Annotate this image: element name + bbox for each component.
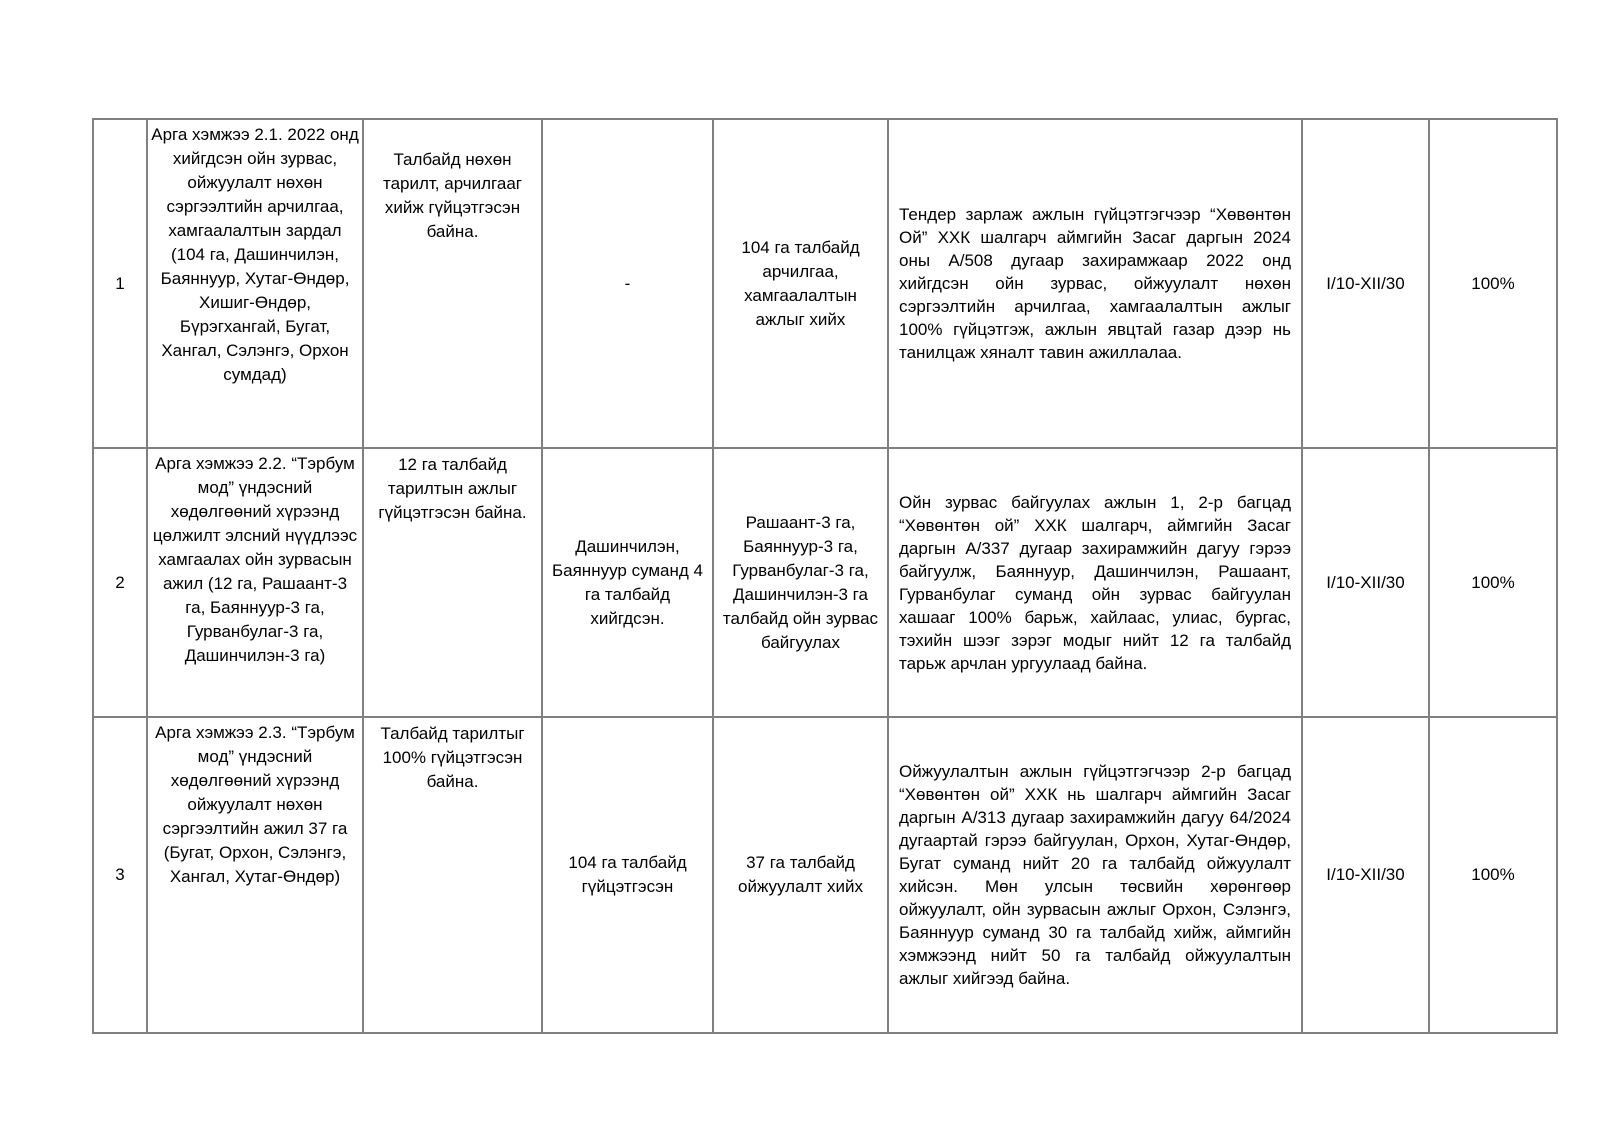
percent-cell: 100% [1429,717,1557,1033]
status-cell: Талбайд нөхөн тарилт, арчилгааг хийж гүйцэтгэсэн байна. [363,119,542,448]
period-cell: I/10-XII/30 [1302,448,1429,717]
details-cell: Ойжуулалтын ажлын гүйцэтгэгчээр 2-р багцад “Хөвөнтөн ой” ХХК нь шалгарч аймгийн Засаг даргын А/313 дугаар захирамжийн дагуу 64/2024 дугаартай гэрээ байгуулан, Орхон, Хутаг-Өндөр, Бугат суманд нийт 20 га талбайд ойжуулалт хийсэн. Мөн улсын төсвийн хөрөнгөөр ойжуулалт, ойн зурвасын ажлыг Орхон, Сэлэнгэ, Баяннуур суманд 30 га талбайд хийж, аймгийн хэмжээнд нийт 50 га талбайд ойжуулалтын ажлыг хийгээд байна. [888,717,1302,1033]
row-number-cell: 2 [93,448,147,717]
period-cell: I/10-XII/30 [1302,119,1429,448]
details-cell: Тендер зарлаж ажлын гүйцэтгэгчээр “Хөвөнтөн Ой” ХХК шалгарч аймгийн Засаг даргын 2024 оны А/508 дугаар захирамжаар 2022 онд хийгдсэн ойн зурвас, ойжуулалт нөхөн сэргээлтийн арчилгаа, хамгаалалтын ажлыг 100% гүйцэтгэж, ажлын явцтай газар дээр нь танилцаж хяналт тавин ажиллалаа. [888,119,1302,448]
period-cell: I/10-XII/30 [1302,717,1429,1033]
details-cell: Ойн зурвас байгуулах ажлын 1, 2-р багцад “Хөвөнтөн ой” ХХК шалгарч, аймгийн Засаг даргын А/337 дугаар захирамжийн дагуу гэрээ байгуулж, Баяннуур, Дашинчилэн, Рашаант, Гурванбулаг суманд ойн зурвас байгуулан хашааг 100% барьж, хайлаас, улиас, бургас, тэхийн шээг зэрэг модыг нийт 12 га талбайд тарьж арчлан ургуулаад байна. [888,448,1302,717]
measure-cell: Арга хэмжээ 2.3. “Тэрбум мод” үндэсний хөдөлгөөний хүрээнд ойжуулалт нөхөн сэргээлтийн ажил 37 га (Бугат, Орхон, Сэлэнгэ, Хангал, Хутаг-Өндөр) [147,717,363,1033]
table-row [93,717,1557,1033]
target-cell: Рашаант-3 га, Баяннуур-3 га, Гурванбулаг-3 га, Дашинчилэн-3 га талбайд ойн зурвас байгуулах [713,448,888,717]
status-cell: 12 га талбайд тарилтын ажлыг гүйцэтгэсэн байна. [363,448,542,717]
target-cell: 104 га талбайд арчилгаа, хамгаалалтын ажлыг хийх [713,119,888,448]
target-cell: 37 га талбайд ойжуулалт хийх [713,717,888,1033]
percent-cell: 100% [1429,119,1557,448]
measure-cell: Арга хэмжээ 2.1. 2022 онд хийгдсэн ойн зурвас, ойжуулалт нөхөн сэргээлтийн арчилгаа, хамгаалалтын зардал (104 га, Дашинчилэн, Баяннуур, Хутаг-Өндөр, Хишиг-Өндөр, Бүрэгхангай, Бугат, Хангал, Сэлэнгэ, Орхон сумдад) [147,119,363,448]
status-cell: Талбайд тарилтыг 100% гүйцэтгэсэн байна. [363,717,542,1033]
baseline-cell: Дашинчилэн, Баяннуур суманд 4 га талбайд хийгдсэн. [542,448,713,717]
percent-cell: 100% [1429,448,1557,717]
baseline-cell: - [542,119,713,448]
table-row [93,119,1557,448]
baseline-cell: 104 га талбайд гүйцэтгэсэн [542,717,713,1033]
activity-report-table [92,118,1558,1034]
row-number-cell: 1 [93,119,147,448]
measure-cell: Арга хэмжээ 2.2. “Тэрбум мод” үндэсний хөдөлгөөний хүрээнд цөлжилт элсний нүүдлээс хамгаалах ойн зурвасын ажил (12 га, Рашаант-3 га, Баяннуур-3 га, Гурванбулаг-3 га, Дашинчилэн-3 га) [147,448,363,717]
row-number-cell: 3 [93,717,147,1033]
table-row [93,448,1557,717]
